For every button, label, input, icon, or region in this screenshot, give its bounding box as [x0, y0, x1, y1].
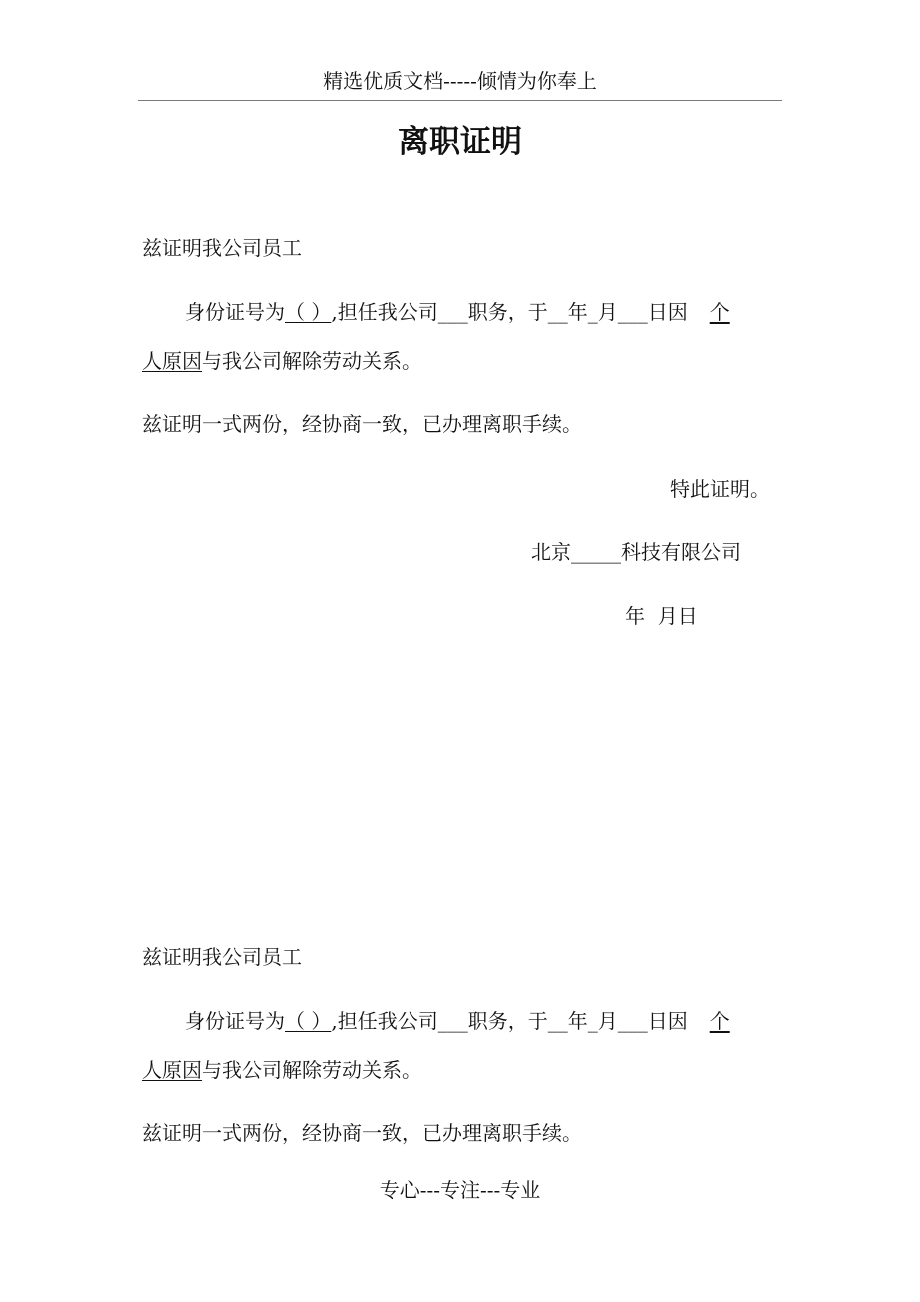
termination-line	[142, 346, 422, 376]
day-reason-label: 日因	[647, 1009, 688, 1033]
date-label: 职务，于	[467, 1009, 548, 1033]
company-name	[531, 537, 741, 567]
closing-statement: 特此证明。	[670, 477, 770, 501]
month-blank: _	[587, 300, 598, 324]
reason-blank-start: 个	[709, 300, 730, 324]
date-label: 职务，于	[467, 300, 548, 324]
month-label: 月	[597, 1009, 618, 1033]
month-blank: _	[587, 1009, 598, 1033]
termination-text: 与我公司解除劳动关系。	[202, 1058, 422, 1082]
position-blank: ___	[437, 1009, 468, 1033]
employee-details-line	[185, 1006, 730, 1036]
id-number-blank: （ ）	[285, 1009, 332, 1033]
year-blank: __	[547, 300, 568, 324]
certify-intro: 兹证明我公司员工	[142, 236, 302, 260]
certify-intro: 兹证明我公司员工	[142, 945, 302, 969]
page-header: 精选优质文档-----倾情为你奉上	[323, 69, 597, 93]
duplicate-statement: 兹证明一式两份，经协商一致，已办理离职手续。	[142, 412, 582, 436]
reason-text: 人原因	[142, 349, 202, 373]
duplicate-statement: 兹证明一式两份，经协商一致，已办理离职手续。	[142, 1121, 582, 1145]
termination-text: 与我公司解除劳动关系。	[202, 349, 422, 373]
year-blank: __	[547, 1009, 568, 1033]
id-number-blank: （ ）	[285, 300, 332, 324]
company-suffix: 科技有限公司	[621, 540, 741, 564]
reason-text: 人原因	[142, 1058, 202, 1082]
id-number-label: 身份证号为	[185, 300, 285, 324]
reason-blank-start: 个	[709, 1009, 730, 1033]
position-label: ,担任我公司	[331, 1009, 438, 1033]
year-label: 年	[567, 1009, 588, 1033]
month-label: 月	[597, 300, 618, 324]
header-divider	[138, 100, 782, 101]
day-reason-label: 日因	[647, 300, 688, 324]
employee-details-line	[185, 297, 730, 327]
company-prefix: 北京	[531, 540, 571, 564]
signature-date: 年 月日	[625, 604, 698, 628]
position-blank: ___	[437, 300, 468, 324]
document-title: 离职证明	[398, 124, 522, 160]
page-footer: 专心---专注---专业	[379, 1178, 541, 1202]
day-blank: ___	[617, 1009, 648, 1033]
position-label: ,担任我公司	[331, 300, 438, 324]
day-blank: ___	[617, 300, 648, 324]
id-number-label: 身份证号为	[185, 1009, 285, 1033]
company-blank: _____	[571, 540, 621, 564]
termination-line	[142, 1055, 422, 1085]
year-label: 年	[567, 300, 588, 324]
